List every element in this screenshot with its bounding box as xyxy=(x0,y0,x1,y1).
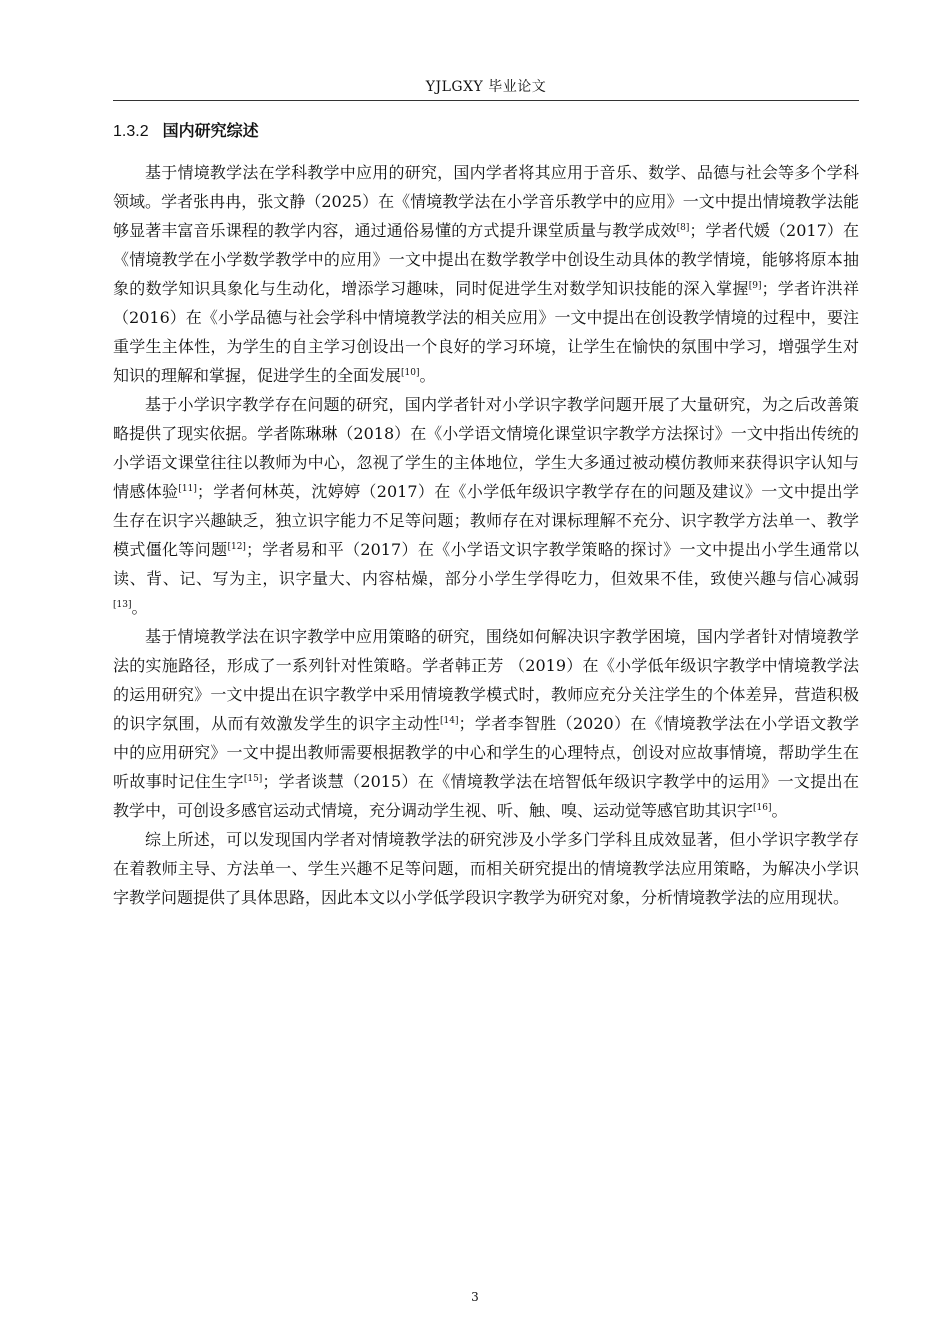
section-number: 1.3.2 xyxy=(113,123,149,140)
paragraph-text: 基于情境教学法在学科教学中应用的研究，国内学者将其应用于音乐、数学、品德与社会等多个学科领域。学者张冉冉，张文静（2025）在《情境教学法在小学音乐教学中的应用》一文中提出情境教学法能够显著丰富音乐课程的教学内容，通过通俗易懂的方式提升课堂质量与教学成效 xyxy=(113,163,859,240)
running-header: YJLGXY 毕业论文 xyxy=(425,79,547,95)
citation-ref: [12] xyxy=(227,542,246,552)
paragraph-text: 。 xyxy=(131,598,148,617)
citation-ref: [14] xyxy=(440,716,459,726)
paragraph-text: ；学者易和平（2017）在《小学语文识字教学策略的探讨》一文中提出小学生通常以读、背、记、写为主，识字量大、内容枯燥，部分小学生学得吃力，但效果不佳，致使兴趣与信心减弱 xyxy=(113,540,859,588)
citation-ref: [8] xyxy=(676,223,690,233)
citation-ref: [10] xyxy=(401,368,420,378)
page-number: 3 xyxy=(471,1290,479,1304)
paragraph-text: ；学者李智胜（2020）在《情境教学法在小学语文教学中的应用研究》一文中提出教师需要根据教学的中心和学生的心理特点，创设对应故事情境，帮助学生在听故事时记住生字 xyxy=(113,714,859,791)
paragraph-2 xyxy=(113,390,859,622)
citation-ref: [11] xyxy=(178,484,197,494)
section-heading xyxy=(113,120,859,143)
paragraph-1 xyxy=(113,158,859,390)
paragraph-text: 。 xyxy=(771,801,788,820)
paragraph-text: ；学者代媛（2017）在《情境教学在小学数学教学中的应用》一文中提出在数学教学中创设生动具体的教学情境，能够将原本抽象的数学知识具象化与生动化，增添学习趣味，同时促进学生对数学知识技能的深入掌握 xyxy=(113,221,859,298)
paragraph-3 xyxy=(113,622,859,825)
body-text xyxy=(113,158,859,912)
paragraph-text: ；学者何林英，沈婷婷（2017）在《小学低年级识字教学存在的问题及建议》一文中提出学生存在识字兴趣缺乏，独立识字能力不足等问题；教师存在对课标理解不充分、识字教学方法单一、教学模式僵化等问题 xyxy=(113,482,859,559)
paragraph-text: ；学者谈慧（2015）在《情境教学法在培智低年级识字教学中的运用》一文提出在教学中，可创设多感官运动式情境，充分调动学生视、听、触、嗅、运动觉等感官助其识字 xyxy=(113,772,859,820)
paragraph-text: ；学者许洪祥（2016）在《小学品德与社会学科中情境教学法的相关应用》一文中提出在创设教学情境的过程中，要注重学生主体性，为学生的自主学习创设出一个良好的学习环境，让学生在愉快的氛围中学习，增强学生对知识的理解和掌握，促进学生的全面发展 xyxy=(113,279,859,385)
header-rule xyxy=(113,100,859,101)
citation-ref: [9] xyxy=(748,281,762,291)
citation-ref: [15] xyxy=(243,774,263,784)
paragraph-text: 。 xyxy=(419,366,436,385)
paragraph-text: 综上所述，可以发现国内学者对情境教学法的研究涉及小学多门学科且成效显著，但小学识字教学存在着教师主导、方法单一、学生兴趣不足等问题，而相关研究提出的情境教学法应用策略，为解决小学识字教学问题提供了具体思路，因此本文以小学低学段识字教学为研究对象，分析情境教学法的应用现状。 xyxy=(113,830,859,907)
citation-ref: [16] xyxy=(753,803,772,813)
paragraph-4 xyxy=(113,825,859,912)
paragraph-text: 基于小学识字教学存在问题的研究，国内学者针对小学识字教学问题开展了大量研究，为之后改善策略提供了现实依据。学者陈琳琳（2018）在《小学语文情境化课堂识字教学方法探讨》一文中指出传统的小学语文课堂往往以教师为中心，忽视了学生的主体地位，学生大多通过被动模仿教师来获得识字认知与情感体验 xyxy=(113,395,859,501)
citation-ref: [13] xyxy=(113,600,132,610)
section-title: 国内研究综述 xyxy=(162,121,259,140)
paragraph-text: 基于情境教学法在识字教学中应用策略的研究，围绕如何解决识字教学困境，国内学者针对情境教学法的实施路径，形成了一系列针对性策略。学者韩正芳 （2019）在《小学低年级识字教学中情境教学法的运用研究》一文中提出在识字教学中采用情境教学模式时，教师应充分关注学生的个体差异，营造积极的识字氛围，从而有效激发学生的识字主动性 xyxy=(113,627,859,733)
